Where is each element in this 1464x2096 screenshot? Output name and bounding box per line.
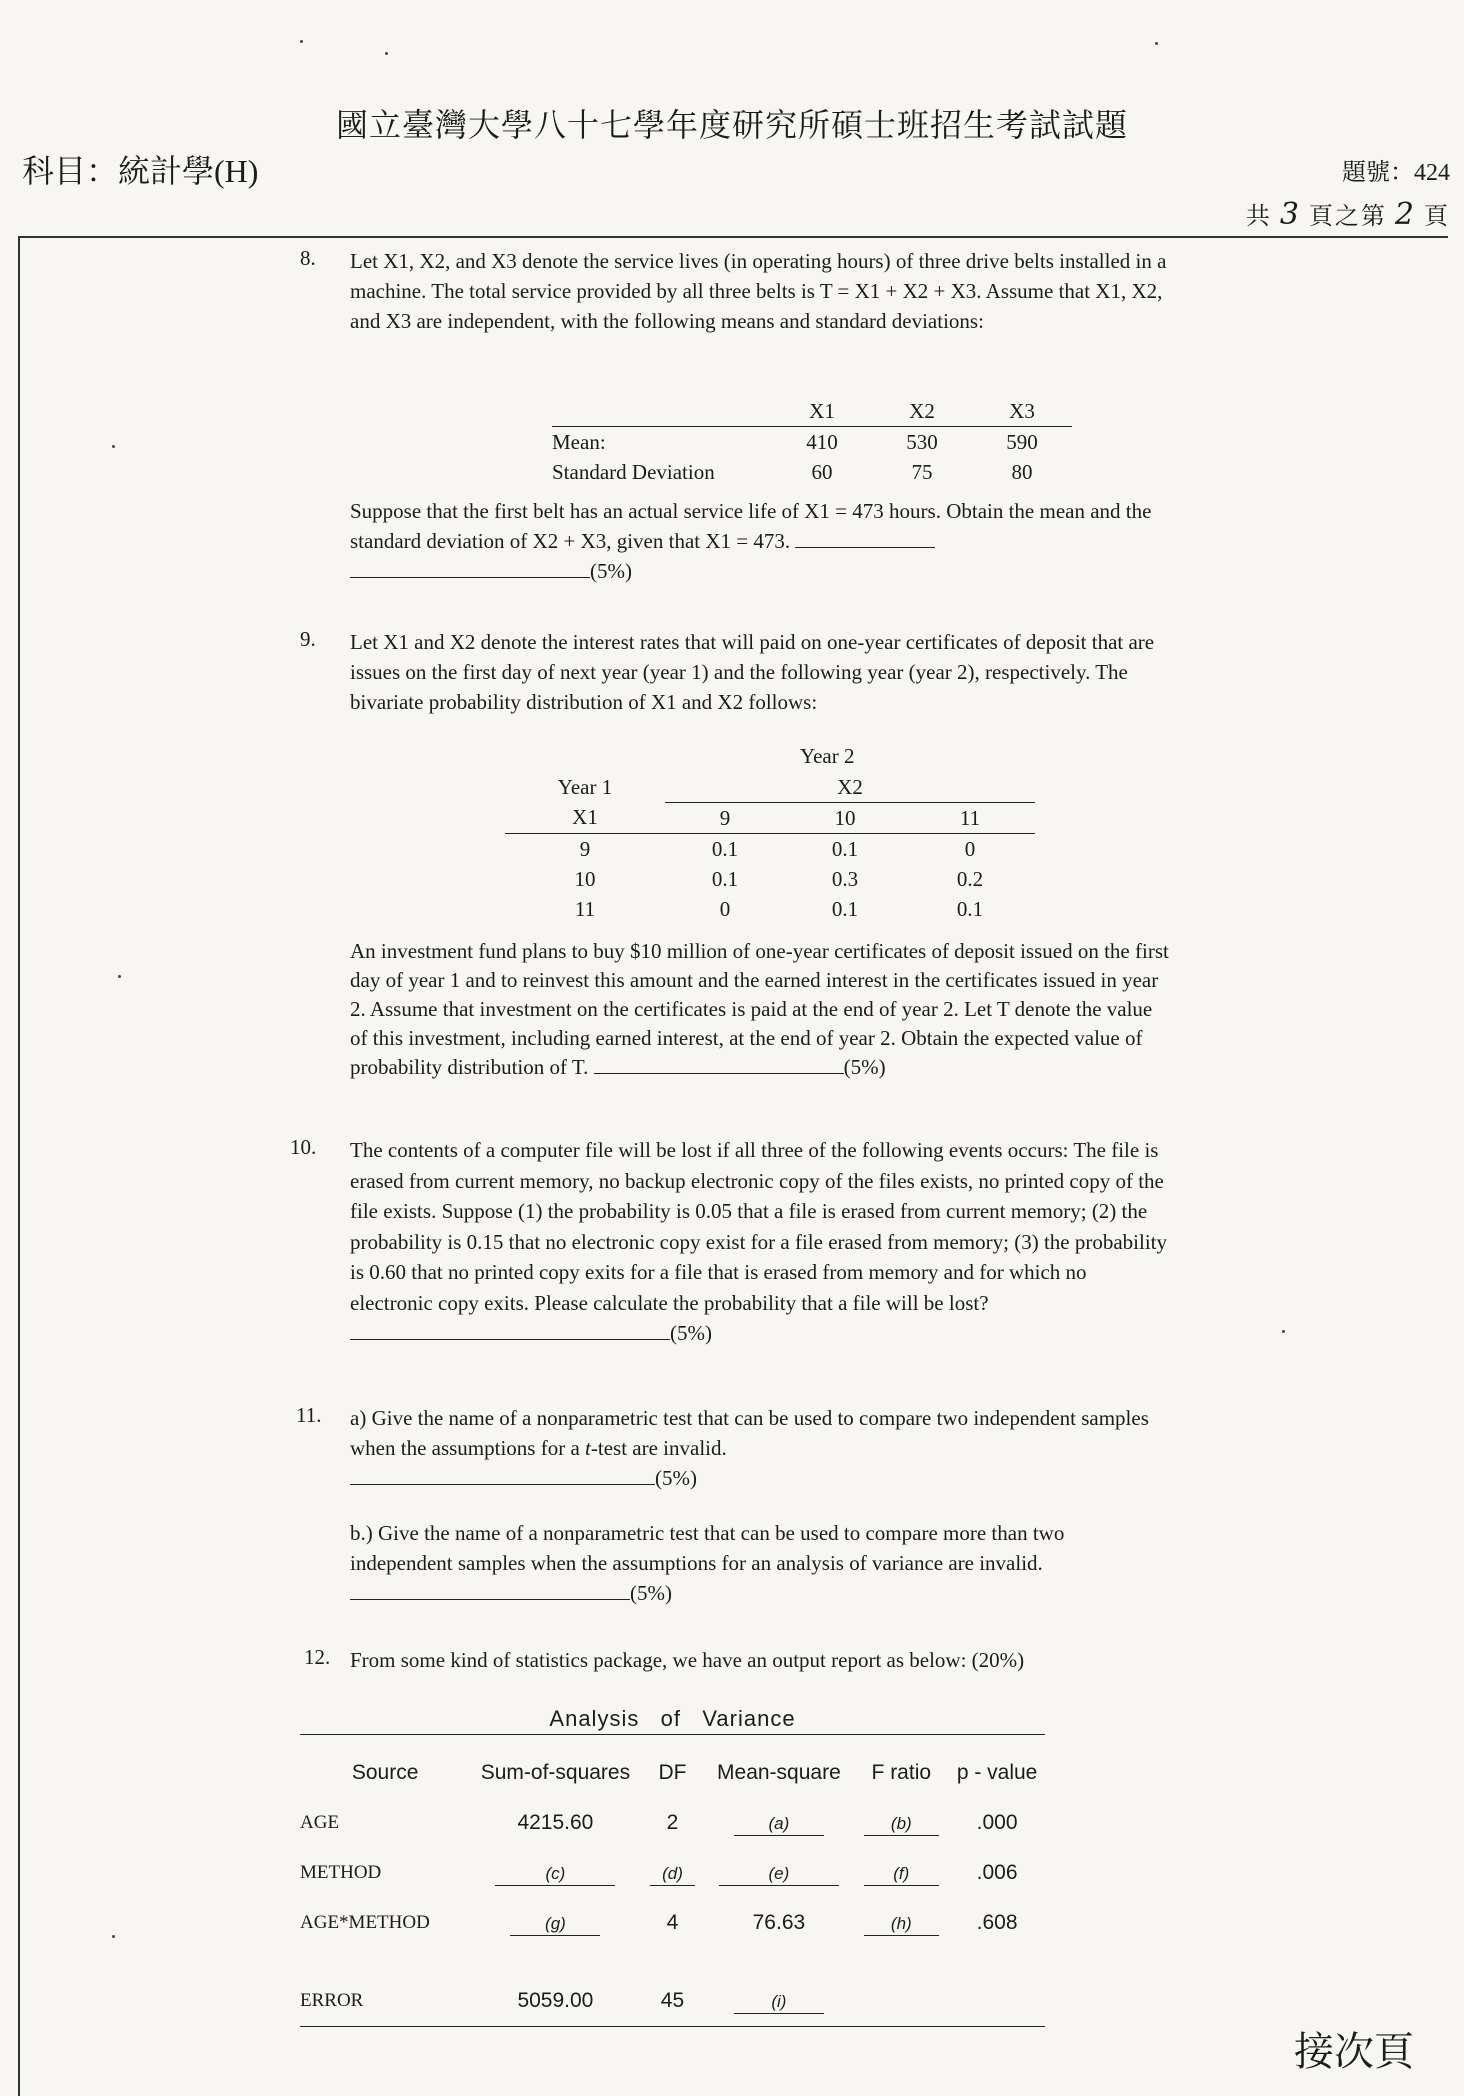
anova-title-word: of — [660, 1706, 682, 1731]
q9-answer-blank[interactable] — [594, 1053, 844, 1074]
q9-col: 11 — [959, 805, 981, 830]
q9-year1-label: Year 1 — [557, 774, 613, 799]
anova-row — [300, 1848, 1045, 1898]
anova-f-blank[interactable]: (b) — [864, 1813, 939, 1836]
q8-number: 8. — [300, 246, 316, 270]
q8-question: Suppose that the first belt has an actual service life of X1 = 473 hours. Obtain the mean and the standard deviation of X2 + X3, given that X1 = 473. — [350, 499, 1152, 553]
q9-cell: 0.1 — [956, 896, 984, 921]
anova-row — [300, 1976, 1045, 2027]
q11a-points: (5%) — [655, 1466, 697, 1490]
anova-header: Mean-square — [717, 1761, 841, 1784]
anova-row — [300, 1798, 1045, 1848]
anova-ms: 76.63 — [752, 1911, 806, 1934]
q9-question: An investment fund plans to buy $10 million of one-year certificates of deposit issued on the first day of year 1 and to reinvest this amount and the earned interest in the certificates issued in year 2. Assume that investment on the certificates is paid at the end of year 2. Let T denote the value of this investment, including earned interest, at the end of year 2. Obtain the expected value of probability distribution of T. — [350, 939, 1169, 1079]
anova-ms-blank[interactable]: (e) — [719, 1863, 839, 1886]
anova-f-blank[interactable]: (f) — [864, 1863, 939, 1886]
q11a-prefix: a) Give the name of a nonparametric test that can be used to compare two independent samples when the assumptions for a — [350, 1406, 1149, 1460]
anova-source: AGE — [300, 1812, 340, 1833]
q8-cell: 60 — [811, 459, 833, 484]
anova-header: Source — [351, 1761, 419, 1784]
q8-cell: 590 — [1006, 429, 1038, 454]
q11-number: 11. — [296, 1403, 322, 1427]
q8-cell: 80 — [1011, 459, 1033, 484]
q11a-suffix: -test are invalid. — [590, 1436, 727, 1460]
q11b-answer-blank[interactable] — [350, 1579, 630, 1600]
q9-x2-label: X2 — [665, 772, 1035, 803]
q8-answer-blank-2[interactable] — [350, 557, 590, 578]
anova-table — [300, 1748, 1045, 2027]
q8-col-x2: X2 — [909, 398, 935, 423]
q9-row-label: 9 — [579, 836, 591, 861]
q8-row-label: Standard Deviation — [552, 459, 715, 484]
anova-ss: 5059.00 — [517, 1989, 594, 2012]
anova-df: 45 — [660, 1989, 685, 2012]
q9-number: 9. — [300, 627, 316, 651]
q8-cell: 410 — [806, 429, 838, 454]
anova-header: F ratio — [871, 1761, 932, 1784]
q12-text: From some kind of statistics package, we have an output report as below: (20%) — [350, 1648, 1025, 1672]
anova-source: ERROR — [300, 1990, 364, 2011]
q10-block — [350, 1135, 1170, 1349]
scan-speck — [1155, 42, 1158, 45]
pages-total-label: 共 — [1245, 204, 1272, 230]
scan-speck — [112, 445, 115, 448]
q8-cell: 530 — [906, 429, 938, 454]
anova-p: .006 — [976, 1861, 1018, 1884]
q8-col-x3: X3 — [1009, 398, 1035, 423]
q11b-points: (5%) — [630, 1581, 672, 1605]
anova-header: Sum-of-squares — [480, 1761, 631, 1784]
scan-speck — [112, 1935, 115, 1938]
anova-ss-blank[interactable]: (g) — [510, 1913, 600, 1936]
q9-col: 10 — [834, 805, 856, 830]
anova-p: .000 — [976, 1811, 1018, 1834]
q9-x1-label: X1 — [572, 805, 598, 830]
anova-source: AGE*METHOD — [300, 1912, 430, 1933]
anova-header: p - value — [956, 1761, 1038, 1784]
q9-cell: 0.1 — [831, 896, 859, 921]
q9-question-block — [350, 937, 1170, 1082]
question-number: 題號：424 — [1342, 160, 1450, 186]
q10-text: The contents of a computer file will be lost if all three of the following events occurs: The file is erased from current memory, no backup electronic copy of the files exists, no printed copy of the file exists. Suppose (1) the probability is 0.05 that a file is erased from current memory; (2) the probability is 0.15 that no electronic copy exist for a file erased from memory; (3) the probability is 0.60 that no printed copy exits for a file that is erased from memory and for which no electronic copy exits. Please calculate the probability that a file will be lost? — [350, 1138, 1168, 1315]
anova-title-word: Variance — [702, 1706, 796, 1731]
anova-p: .608 — [976, 1911, 1018, 1934]
q11a-answer-blank[interactable] — [350, 1464, 655, 1485]
q8-table — [552, 396, 1072, 487]
next-page-note: 接次頁 — [1294, 2029, 1414, 2075]
q11a-t: t — [585, 1436, 591, 1460]
anova-ss-blank[interactable]: (c) — [495, 1863, 615, 1886]
q8-points: (5%) — [590, 559, 632, 583]
pages-current: 2 — [1394, 197, 1416, 232]
q9-row-label: 10 — [574, 866, 596, 891]
anova-ss: 4215.60 — [517, 1811, 594, 1834]
scan-speck — [1282, 1330, 1285, 1333]
anova-df: 2 — [666, 1811, 679, 1834]
q11b-text: b.) Give the name of a nonparametric test that can be used to compare more than two independent samples when the assumptions for an analysis of variance are invalid. — [350, 1521, 1065, 1575]
q9-cell: 0.3 — [831, 866, 859, 891]
q10-answer-blank[interactable] — [350, 1319, 670, 1340]
q8-cell: 75 — [911, 459, 933, 484]
q8-col-x1: X1 — [809, 398, 835, 423]
q8-row-label: Mean: — [552, 429, 606, 454]
q8-question-block — [350, 496, 1170, 586]
q9-cell: 0.1 — [831, 836, 859, 861]
scan-speck — [118, 975, 121, 978]
scan-speck — [300, 40, 303, 43]
anova-header: DF — [658, 1761, 687, 1784]
anova-title-word: Analysis — [549, 1706, 640, 1731]
anova-title — [300, 1706, 1045, 1735]
q8-answer-blank[interactable] — [795, 527, 935, 548]
q10-points: (5%) — [670, 1321, 712, 1345]
anova-df-blank[interactable]: (d) — [650, 1863, 695, 1886]
q9-cell: 0.1 — [711, 836, 739, 861]
q9-cell: 0 — [719, 896, 731, 921]
q9-row-label: 11 — [574, 896, 596, 921]
anova-f-blank[interactable]: (h) — [864, 1913, 939, 1936]
q9-cell: 0.2 — [956, 866, 984, 891]
q9-cell: 0 — [964, 836, 976, 861]
pages-mid: 頁之第 — [1308, 204, 1387, 230]
q11b-block — [350, 1518, 1150, 1608]
q9-col: 9 — [719, 805, 731, 830]
pages-end: 頁 — [1424, 204, 1450, 230]
anova-ms-blank[interactable]: (i) — [734, 1991, 824, 2014]
q9-points: (5%) — [843, 1055, 886, 1079]
q8-intro: Let X1, X2, and X3 denote the service lives (in operating hours) of three drive belts installed in a machine. The total service provided by all three belts is T = X1 + X2 + X3. Assume that X1, X2, and X3 are independent, with the following means and standard deviations: — [350, 249, 1167, 333]
q9-table — [505, 772, 1035, 924]
scan-speck — [385, 52, 388, 55]
q12-number: 12. — [304, 1645, 331, 1669]
exam-title: 國立臺灣大學八十七學年度研究所碩士班招生考試試題 — [335, 107, 1128, 143]
anova-f — [853, 1976, 949, 2027]
q9-year2-label: Year 2 — [800, 744, 855, 768]
anova-ms-blank[interactable]: (a) — [734, 1813, 824, 1836]
q8-text — [350, 246, 1170, 336]
anova-df: 4 — [666, 1911, 679, 1934]
anova-source: METHOD — [300, 1862, 382, 1883]
subject-label: 科目：統計學(H) — [22, 153, 259, 189]
pages-total: 3 — [1279, 197, 1301, 232]
q10-number: 10. — [290, 1135, 317, 1159]
q9-cell: 0.1 — [711, 866, 739, 891]
anova-row — [300, 1898, 1045, 1948]
anova-p — [949, 1976, 1045, 2027]
q9-text: Let X1 and X2 denote the interest rates that will paid on one-year certificates of deposit that are issues on the first day of next year (year 1) and the following year (year 2), respectively. The bivariate probability distribution of X1 and X2 follows: — [350, 630, 1155, 714]
page-indicator — [1246, 196, 1450, 232]
q11a-block — [350, 1403, 1150, 1493]
